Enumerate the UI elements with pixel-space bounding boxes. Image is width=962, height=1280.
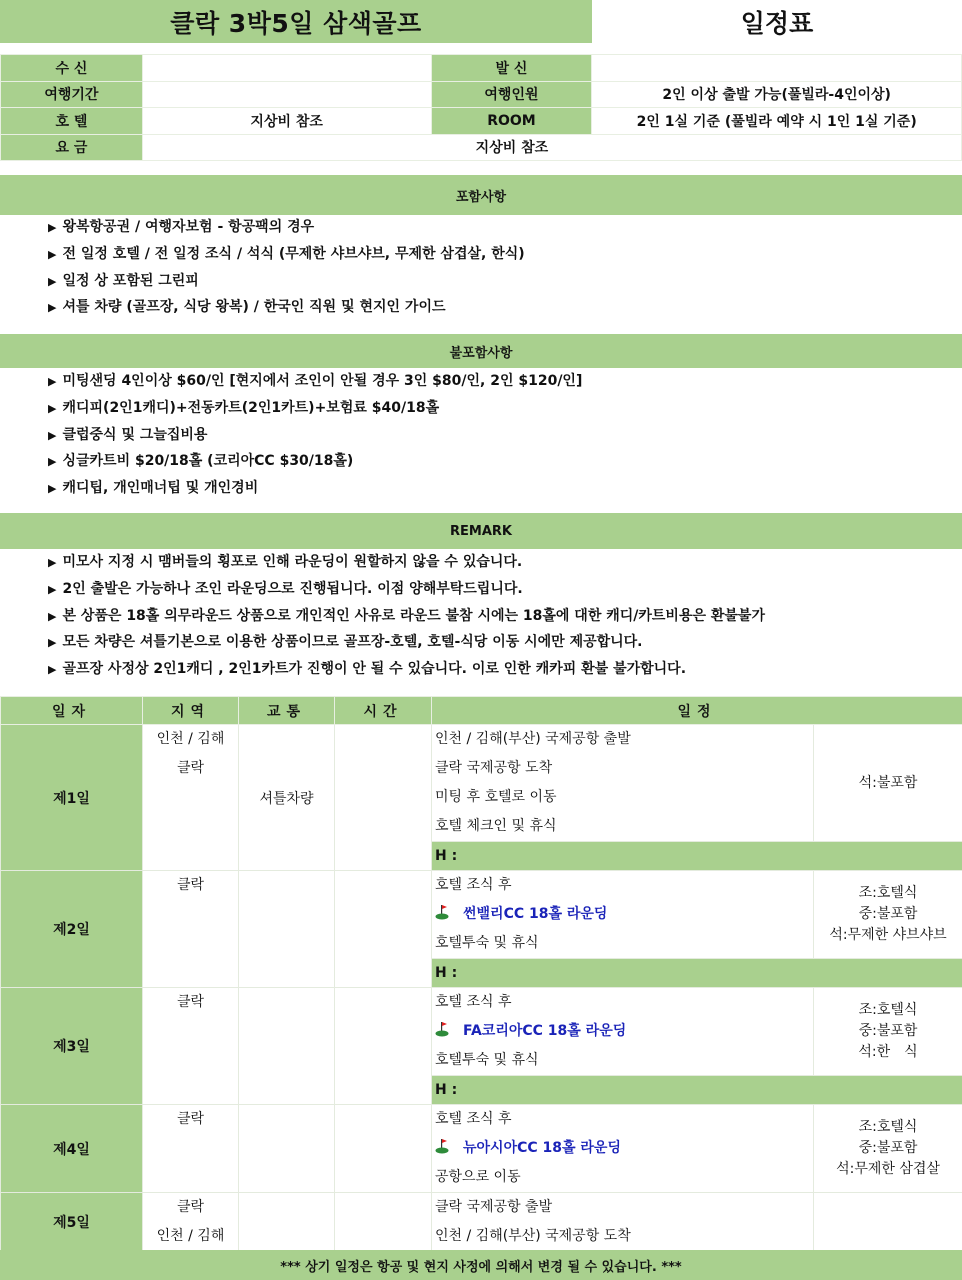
col-header-time: 시간 bbox=[335, 697, 432, 725]
golf-flag-icon bbox=[435, 1136, 453, 1152]
people-label: 여행인원 bbox=[431, 81, 592, 108]
list-item: ▶ 모든 차량은 셔틀기본으로 이용한 상품이므로 골프장-호텔, 호텔-식당 이동 시에만 제공합니다. bbox=[48, 634, 643, 651]
hotel-label: 호 텔 bbox=[1, 108, 143, 135]
col-header-region: 지역 bbox=[143, 697, 239, 725]
sender-label: 발 신 bbox=[431, 55, 592, 82]
hotel-value: 지상비 참조 bbox=[142, 108, 431, 135]
time-cell bbox=[335, 725, 432, 871]
bullet-arrow-icon: ▶ bbox=[48, 636, 57, 650]
itinerary-cell: 인천 / 김해(부산) 국제공항 출발 클락 국제공항 도착 미팅 후 호텔로 이동 호텔 체크인 및 휴식 bbox=[432, 725, 814, 842]
day-label: 제3일 bbox=[1, 988, 143, 1105]
list-item: ▶ 왕복항공권 / 여행자보험 - 항공팩의 경우 bbox=[48, 219, 315, 235]
recipient-value bbox=[142, 55, 431, 82]
golf-round-item: 뉴아시아CC 18홀 라운딩 bbox=[432, 1134, 813, 1163]
day-label: 제5일 bbox=[1, 1193, 143, 1252]
meals-cell bbox=[814, 1193, 962, 1252]
time-cell bbox=[335, 1193, 432, 1252]
day-label: 제1일 bbox=[1, 725, 143, 871]
table-row-day-1 bbox=[1, 725, 962, 842]
bullet-arrow-icon: ▶ bbox=[48, 247, 57, 261]
document-subtitle: 일정표 bbox=[740, 8, 814, 38]
region-cell: 클락 bbox=[143, 988, 239, 1105]
bullet-arrow-icon: ▶ bbox=[48, 582, 57, 596]
sender-value bbox=[592, 55, 962, 82]
region-cell: 인천 / 김해 클락 bbox=[143, 725, 239, 871]
list-item: ▶ 골프장 사정상 2인1캐디 , 2인1카트가 진행이 안 될 수 있습니다. 이로 인한 캐카피 환불 불가합니다. bbox=[48, 661, 687, 678]
bullet-arrow-icon: ▶ bbox=[48, 609, 57, 623]
transport-cell bbox=[239, 988, 335, 1105]
room-label: ROOM bbox=[431, 108, 592, 135]
document-title: 클락 3박5일 삼색골프 bbox=[0, 0, 592, 43]
list-item: ▶ 본 상품은 18홀 의무라운드 상품으로 개인적인 사유로 라운드 불참 시에는 18홀에 대한 캐디/카트비용은 환불불가 bbox=[48, 607, 765, 624]
remark-list bbox=[48, 549, 948, 683]
list-item: ▶ 캐디피(2인1캐디)+전동카트(2인1카트)+보험료 $40/18홀 bbox=[48, 399, 440, 416]
bullet-arrow-icon: ▶ bbox=[48, 556, 57, 569]
price-value: 지상비 참조 bbox=[142, 134, 961, 161]
itinerary-cell: 호텔 조식 후 뉴아시아CC 18홀 라운딩 공항으로 이동 bbox=[432, 1105, 814, 1193]
day-label: 제4일 bbox=[1, 1105, 143, 1193]
list-item: ▶ 캐디팁, 개인매너팁 및 개인경비 bbox=[48, 480, 259, 497]
room-value: 2인 1실 기준 (풀빌라 예약 시 1인 1실 기준) bbox=[592, 108, 962, 135]
list-item: ▶ 미팅샌딩 4인이상 $60/인 [현지에서 조인이 안될 경우 3인 $80/인, 2인 $120/인] bbox=[48, 373, 583, 389]
period-label: 여행기간 bbox=[1, 81, 143, 108]
day-label: 제2일 bbox=[1, 871, 143, 988]
transport-cell bbox=[239, 1105, 335, 1193]
table-row-day-3 bbox=[1, 988, 962, 1076]
itinerary-cell: 클락 국제공항 출발 인천 / 김해(부산) 국제공항 도착 bbox=[432, 1193, 814, 1252]
time-cell bbox=[335, 988, 432, 1105]
bullet-arrow-icon: ▶ bbox=[48, 455, 57, 469]
list-item: ▶ 클럽중식 및 그늘집비용 bbox=[48, 426, 208, 443]
meals-cell: 조:호텔식 중:불포함 석:무제한 삼겹살 bbox=[814, 1105, 962, 1193]
excluded-list bbox=[48, 368, 948, 502]
golf-flag-icon bbox=[435, 1019, 453, 1035]
meals-cell: 조:호텔식 중:불포함 석:무제한 샤브샤브 bbox=[814, 871, 962, 959]
footer-note: *** 상기 일정은 항공 및 현지 사정에 의해서 변경 될 수 있습니다. *** bbox=[0, 1250, 962, 1280]
table-row-day-5 bbox=[1, 1193, 962, 1252]
golf-round-item: 썬밸리CC 18홀 라운딩 bbox=[432, 900, 813, 929]
golf-flag-icon bbox=[435, 902, 453, 918]
itinerary-cell: 호텔 조식 후 썬밸리CC 18홀 라운딩 호텔투숙 및 휴식 bbox=[432, 871, 814, 959]
period-value bbox=[142, 81, 431, 108]
bullet-arrow-icon: ▶ bbox=[48, 221, 57, 234]
bullet-arrow-icon: ▶ bbox=[48, 375, 57, 388]
meals-cell: 조:호텔식 중:불포함 석:한 식 bbox=[814, 988, 962, 1076]
bullet-arrow-icon: ▶ bbox=[48, 301, 57, 315]
itinerary-cell: 호텔 조식 후 FA코리아CC 18홀 라운딩 호텔투숙 및 휴식 bbox=[432, 988, 814, 1076]
people-value: 2인 이상 출발 가능(풀빌라-4인이상) bbox=[592, 81, 962, 108]
hotel-row: H : bbox=[432, 959, 962, 988]
included-list bbox=[48, 214, 948, 321]
bullet-arrow-icon: ▶ bbox=[48, 428, 57, 442]
meals-cell: 석:불포함 bbox=[814, 725, 962, 842]
region-cell: 클락 인천 / 김해 bbox=[143, 1193, 239, 1252]
list-item: ▶ 전 일정 호텔 / 전 일정 조식 / 석식 (무제한 샤브샤브, 무제한 삼겹살, 한식) bbox=[48, 245, 525, 262]
hotel-row: H : bbox=[432, 842, 962, 871]
col-header-day: 일자 bbox=[1, 697, 143, 725]
region-cell: 클락 bbox=[143, 1105, 239, 1193]
bullet-arrow-icon: ▶ bbox=[48, 663, 57, 677]
col-header-itinerary: 일정 bbox=[432, 697, 962, 725]
bullet-arrow-icon: ▶ bbox=[48, 401, 57, 415]
remark-header: REMARK bbox=[0, 513, 962, 549]
transport-cell bbox=[239, 1193, 335, 1252]
transport-cell: 셔틀차량 bbox=[239, 725, 335, 871]
list-item: ▶ 싱글카트비 $20/18홀 (코리아CC $30/18홀) bbox=[48, 453, 354, 470]
table-row-day-4 bbox=[1, 1105, 962, 1193]
included-header: 포함사항 bbox=[0, 175, 962, 215]
region-cell: 클락 bbox=[143, 871, 239, 988]
price-label: 요 금 bbox=[1, 134, 143, 161]
list-item: ▶ 2인 출발은 가능하나 조인 라운딩으로 진행됩니다. 이점 양해부탁드립니다. bbox=[48, 580, 523, 597]
info-table bbox=[0, 54, 962, 161]
col-header-transport: 교통 bbox=[239, 697, 335, 725]
bullet-arrow-icon: ▶ bbox=[48, 482, 57, 496]
list-item: ▶ 일정 상 포함된 그린피 bbox=[48, 272, 199, 289]
list-item: ▶ 셔틀 차량 (골프장, 식당 왕복) / 한국인 직원 및 현지인 가이드 bbox=[48, 299, 446, 316]
bullet-arrow-icon: ▶ bbox=[48, 274, 57, 288]
schedule-table bbox=[0, 696, 962, 1252]
golf-round-item: FA코리아CC 18홀 라운딩 bbox=[432, 1017, 813, 1046]
list-item: ▶ 미모사 지정 시 맴버들의 횡포로 인해 라운딩이 원할하지 않을 수 있습니다. bbox=[48, 554, 523, 570]
table-row-day-2 bbox=[1, 871, 962, 959]
time-cell bbox=[335, 1105, 432, 1193]
excluded-header: 불포함사항 bbox=[0, 334, 962, 368]
hotel-row: H : bbox=[432, 1076, 962, 1105]
transport-cell bbox=[239, 871, 335, 988]
recipient-label: 수 신 bbox=[1, 55, 143, 82]
time-cell bbox=[335, 871, 432, 988]
